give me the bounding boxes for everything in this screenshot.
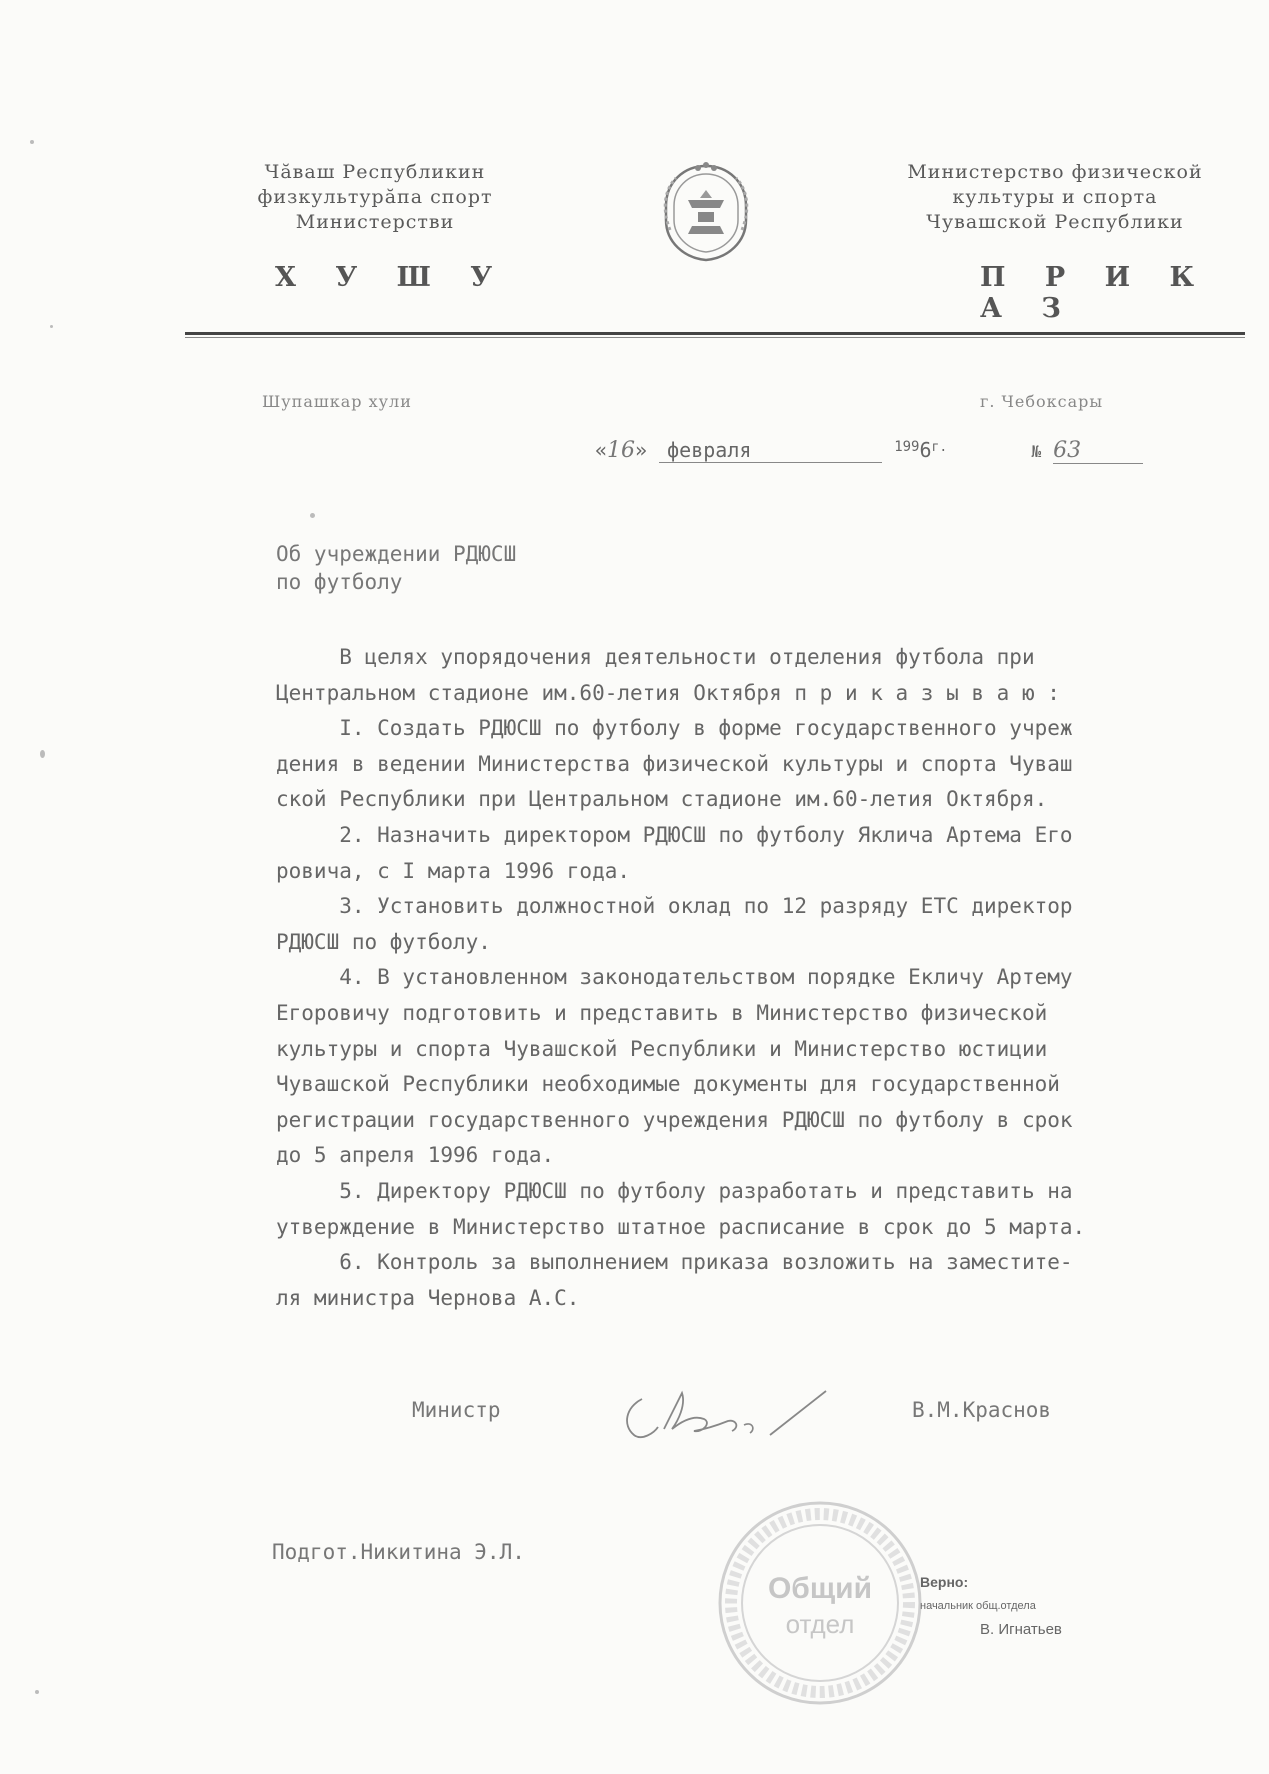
date-line — [595, 438, 1143, 464]
header-left-block — [225, 160, 525, 235]
header-right-block — [885, 160, 1225, 235]
body-line: 5. Директору РДЮСШ по футболу разработать и представить на — [276, 1178, 1073, 1203]
body-line: до 5 апреля 1996 года. — [276, 1143, 555, 1168]
header-divider — [185, 332, 1245, 335]
date-month-text: февраля — [667, 438, 752, 462]
place-chuvash: Шупашкар хули — [262, 392, 412, 411]
paper-speck — [50, 325, 53, 328]
body-line: В целях упорядочения деятельности отделения футбола при — [276, 645, 1035, 669]
header-right-line: Чувашской Республики — [926, 211, 1184, 233]
paper-speck — [310, 513, 315, 518]
header-left-title: Х У Ш У — [275, 262, 508, 293]
date-year-suffix: г. — [931, 440, 948, 455]
date-close-quote: » — [635, 438, 648, 462]
date-month — [659, 438, 882, 463]
certification-line: Верно: — [920, 1574, 969, 1590]
header-right-line: культуры и спорта — [952, 186, 1158, 208]
header-left-line: Чăваш Республикин — [264, 161, 486, 183]
body-line: культуры и спорта Чувашской Республики и Министерство юстиции — [276, 1036, 1048, 1061]
stamp-line1: Общий — [767, 1572, 873, 1605]
paper-speck — [40, 750, 45, 758]
signer-title: Министр — [412, 1398, 501, 1422]
prepared-by: Подгот.Никитина Э.Л. — [272, 1540, 525, 1564]
header-left-line: физкультурăпа спорт — [257, 186, 493, 208]
certification-line: В. Игнатьев — [980, 1621, 1062, 1638]
header-left-line: Министерстви — [295, 211, 455, 233]
subject-line: Об учреждении РДЮСШ — [276, 542, 517, 566]
order-number-text: 63 — [1053, 438, 1082, 463]
signer-name: В.М.Краснов — [912, 1398, 1052, 1422]
header-right-line: Министерство физической — [907, 161, 1203, 183]
chuvash-emblem-icon — [658, 160, 754, 264]
round-stamp — [700, 1488, 950, 1708]
order-number — [1053, 438, 1143, 464]
header-divider-thin — [185, 337, 1245, 338]
body-line: регистрации государственного учреждения РДЮСШ по футболу в срок — [276, 1107, 1073, 1132]
body-line: Центральном стадионе им.60-летия Октября п р и к а з ы в а ю : — [276, 680, 1060, 705]
body-line: 4. В установленном законодательством порядке Екличу Артему — [276, 965, 1073, 990]
subject-line: по футболу — [276, 570, 403, 594]
paper-speck — [30, 140, 34, 144]
body-line: 3. Установить должностной оклад по 12 разряду ЕТС директор — [276, 894, 1073, 919]
date-day: 16 — [607, 438, 636, 463]
handwritten-signature — [620, 1385, 850, 1445]
certification-note — [920, 1570, 1062, 1642]
body-line: утверждение в Министерство штатное расписание в срок до 5 марта. — [276, 1214, 1086, 1239]
body-line: Чувашской Республики необходимые документы для государственной — [276, 1072, 1060, 1097]
body-line: I. Создать РДЮСШ по футболу в форме государственного учреж — [276, 716, 1073, 741]
body-line: ля министра Чернова А.С. — [276, 1285, 580, 1310]
date-open-quote: « — [595, 438, 608, 462]
date-year-digit: 6 — [919, 438, 932, 462]
body-line: ровича, с I марта 1996 года. — [276, 858, 631, 883]
header-right-title: П Р И К А З — [980, 262, 1210, 324]
paper-speck — [35, 1690, 39, 1694]
place-russian: г. Чебоксары — [980, 392, 1104, 411]
body-line: Егоровичу подготовить и представить в Министерство физической — [276, 1000, 1048, 1025]
body-line: ской Республики при Центральном стадионе им.60-летия Октября. — [276, 787, 1048, 812]
order-body — [276, 640, 1256, 1316]
stamp-line2: отдел — [785, 1609, 855, 1639]
body-line: 2. Назначить директором РДЮСШ по футболу Яклича Артема Его — [276, 822, 1073, 847]
order-subject — [276, 540, 516, 596]
number-label: № — [1031, 442, 1042, 461]
body-line: РДЮСШ по футболу. — [276, 929, 491, 954]
date-year-prefix: 199 — [894, 439, 920, 455]
body-line: 6. Контроль за выполнением приказа возложить на заместите- — [276, 1250, 1073, 1275]
body-line: дения в ведении Министерства физической культуры и спорта Чуваш — [276, 751, 1073, 776]
certification-line: начальник общ.отдела — [920, 1600, 1036, 1612]
